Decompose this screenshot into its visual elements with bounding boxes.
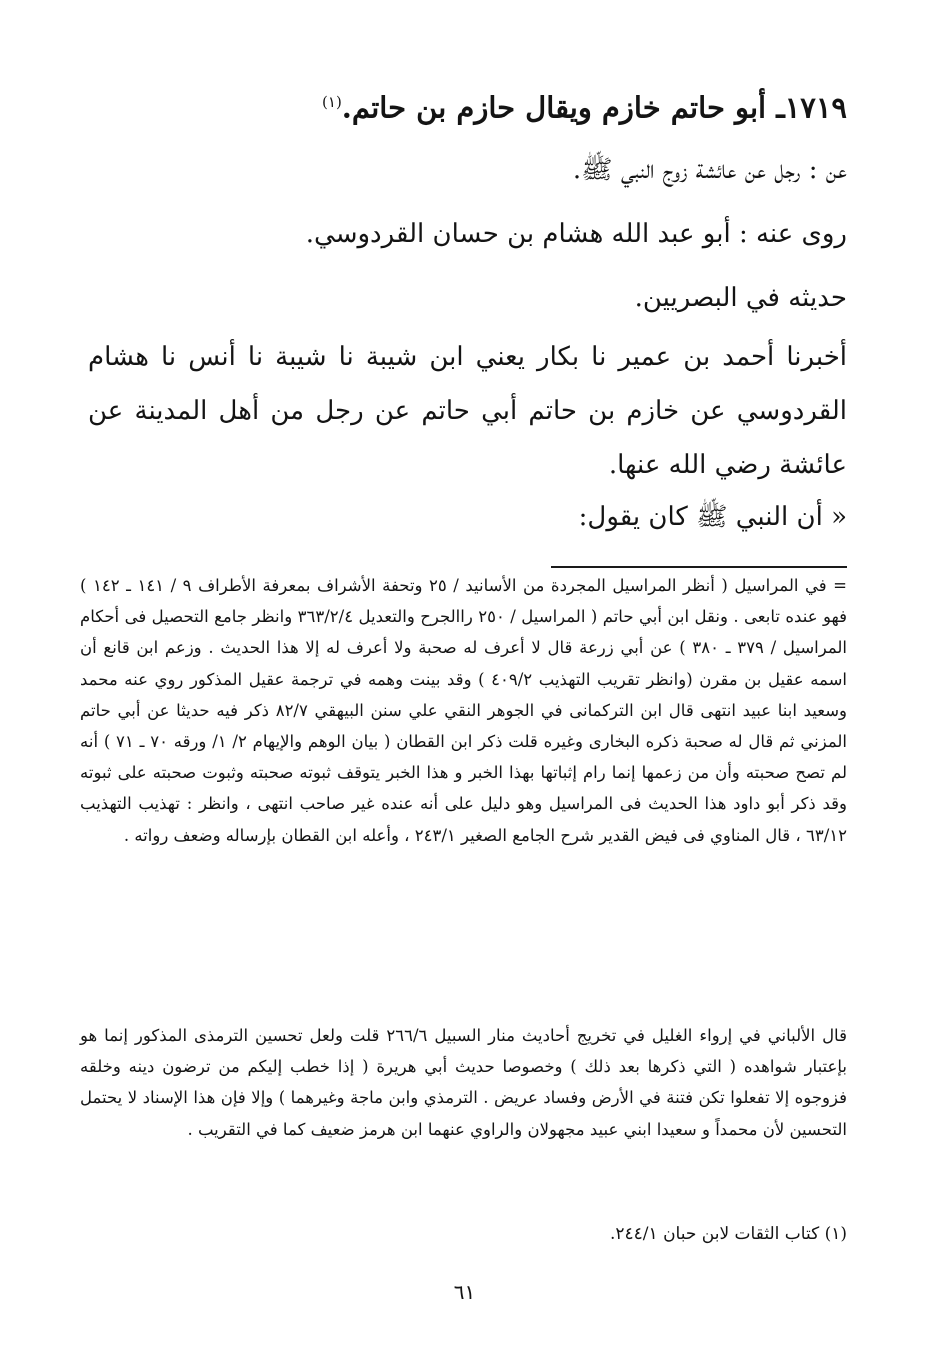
narrates-from-line: عن : رجل عن عائشة زوج النبي ﷺ. [572, 155, 847, 185]
footnote-one: (١) كتاب الثقات لابن حبان ٢٤٤/١. [610, 1224, 847, 1244]
isnad-paragraph: أخبرنا أحمد بن عمير نا بكار يعني ابن شيبة نا شيبة نا أنس نا هشام القردوسي عن خازم بن حاتم أبي حاتم عن رجل من أهل المدينة عن عائشة رضي الله عنها. [88, 342, 847, 480]
footnote-albani: قال الألباني في إرواء الغليل في تخريج أحاديث منار السبيل ٢٦٦/٦ قلت ولعل تحسين الترمذى المذكور إنما هو بإعتبار شواهده ( التي ذكرها بعد ذلك ) وخصوصا حديث أبي هريرة ( إذا خطب إليكم من ترضون دينه وخلقه فزوجوه إلا تفعلوا تكن فتنة في الأرض وفساد عريض . الترمذي وابن ماجة وغيرهما ) وإلا فإن هذا الإسناد لا يحتمل التحسين لأن محمداً و سعيدا ابني عبيد مجهولان والراوي عنهما ابن هرمز ضعيف كما في التقريب . [80, 1026, 847, 1139]
footnote-continued: = في المراسيل ( أنظر المراسيل المجردة من الأسانيد / ٢٥ وتحفة الأشراف بمعرفة الأطراف ٩ / ١٤١ ـ ١٤٢ ) فهو عنده تابعى . ونقل ابن أبي حاتم ( المراسيل / ٢٥٠ راالجرح والتعديل ٣٦٣/٢/٤ وانظر جامع التحصيل فى أحكام المراسيل / ٣٧٩ ـ ٣٨٠ ) عن أبي زرعة قال لا أعرف له صحبة ولا أعرف له إلا هذا الحديث . وزعم ابن قانع أن اسمه عقيل بن مقرن (وانظر تقريب التهذيب ٤٠٩/٢ ) وقد بينت وهمه في ترجمة عقيل المذكور روي عنه محمد وسعيد ابنا عبيد انتهى قال ابن التركمانى في الجوهر النقي علي سنن البيهقي ٨٢/٧ ذكر فيه حديثا عن أبي حاتم المزني ثم قال له صحبة ذكره البخارى وغيره قلت ذكر ابن القطان ( بيان الوهم والإيهام ٢/ ١/ ورقه ٧٠ ـ ٧١ ) أنه لم تصح صحبته وأن من زعمها إنما رام إثباتها بهذا الخبر و هذا الخبر يتوقف ثبوته صحبته وثبوت صحبته على ثبوته وقد ذكر أبو داود هذا الحديث فى المراسيل وهو دليل على أنه عنده غير صاحب انتهى ، وانظر : تهذيب التهذيب ٦٣/١٢ ، قال المناوي فى فيض القدير شرح الجامع الصغير ٢٤٣/١ ، وأعله ابن القطان بإرساله وضعف رواته . [80, 576, 848, 845]
hadith-region-line: حديثه في البصريين. [634, 283, 847, 313]
matn-line: « أن النبي ﷺ كان يقول: [578, 502, 847, 532]
entry-heading [88, 78, 847, 132]
narrated-by-line: روى عنه : أبو عبد الله هشام بن حسان القردوسي. [305, 219, 847, 249]
footnote-marker: (١) [322, 93, 342, 111]
page-number: ٦١ [453, 1280, 476, 1304]
footnote-divider [551, 566, 847, 568]
entry-title: ١٧١٩ـ أبو حاتم خازم ويقال حازم بن حاتم. [341, 90, 847, 125]
